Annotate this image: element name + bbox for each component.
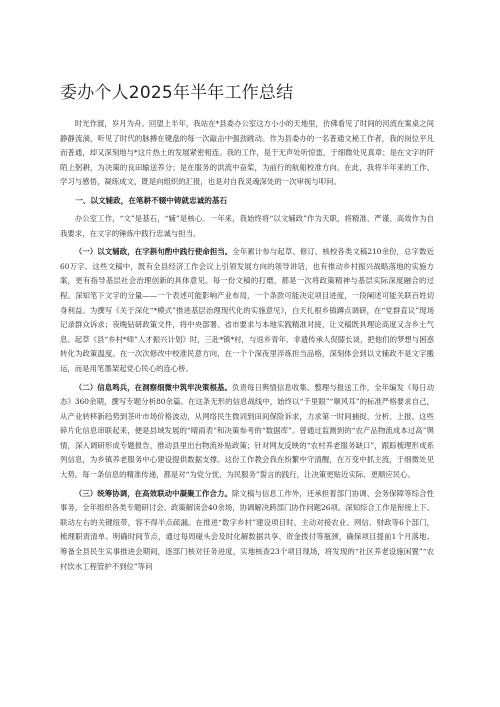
subsection-3-paragraph xyxy=(60,487,434,575)
section-1-heading: 一、以文辅政，在笔耕不辍中铸就忠诚的基石 xyxy=(75,195,228,205)
section-1-intro-paragraph: 办公室工作，“文”是基石，“辅”是核心。一年来，我始终将“以文辅政”作为天职，将精准、严谨、高效作为自我要求，在文字的锤炼中践行忠诚与担当。 xyxy=(60,213,434,238)
subsection-3-body: 除文稿与信息工作外，还承担着部门协调、会务保障等综合性事务，全年组织各类专题研讨会、政策解读会40余场，协调解决跨部门协作问题26项。深知综合工作是衔接上下、联动左右的关键纽带，容不得半点疏漏。在推进“数字乡村”建设项目时，主动对接农业、网信、财政等6个部门，梳理职责清单、明确时间节点，通过每周碰头会及时化解数据共享、资金拨付等瓶颈，确保项目提前1个月落地。筹备全县民生实事推进会期间，逐部门核对任务进度，实地核查23个项目现场，将发现的“社区养老设施闲置”“农村饮水工程管护不到位”等问 xyxy=(60,488,434,571)
subsection-2-lead: （二）信息鸣兵，在洞察细微中筑牢决策根基。 xyxy=(74,382,232,392)
subsection-1-body: 全年累计参与起草、修订、核校各类文稿210余份，总字数近60万字。这些文稿中，既有全县经济工作会议上引领发展方向的领导讲话，也有推动乡村振兴战略落地的实施方案，更有指导基层社会治理创新的具体意见。每一份文稿的打磨，都是一次将政策精神与基层实际深度融合的过程。深知笔下文字的分量——一个表述可能影响产业布局，一个条款可能决定项目进度，一段阐述可能关联百姓切身利益。为撰写《关于深化“*模式”推进基层治理现代化的实施意见》，白天扎根乡镇蹲点调研，在“党群直议”现场记录群众诉求；夜晚钻研政策文件，将中央部署、省市要求与本地实践精准对接，让文稿既具理论高度又含乡土气息。起草《县“乡村*师”人才振兴计划》时，三赴*镇*村，与返乡青年、非遗传承人促膝长谈，把他们的梦想与困惑转化为政策温度。在一次次修改中校准民意方向，在一个个深夜里淬炼担当品格，深刻体会到以文辅政不是文字搬运，而是用笔墨架起党心民心的连心桥。 xyxy=(60,247,434,373)
intro-paragraph: 时光作渡，岁月为舟。回望上半年，我站在*县委办公室这方小小的天地里，仿佛看见了时间的河流在案桌之间静静流淌，听见了时代的脉搏在键盘的每一次敲击中强劲跳动。作为县委办的一名普通文秘工作者，我的岗位平凡而普通，却又深刻地与*这片热土的发展紧密相连。我的工作，是于无声处听惊雷，于细微处见真章；是在文字的阡陌上躬耕，为决策的良田输送养分；是在服务的洪流中奋桨，为前行的航船校准方向。在此，我将半年来的工作、学习与感悟，凝练成文，既是向组织的汇报，也是对自我灵魂深处的一次审视与叩问。 xyxy=(60,119,434,187)
subsection-2-paragraph xyxy=(60,381,434,483)
subsection-1-paragraph xyxy=(60,245,434,376)
document-title: 委办个人2025年半年工作总结 xyxy=(60,83,294,103)
subsection-2-body: 负责每日舆情信息收集、整理与报送工作，全年编发《每日动态》360余期，撰写专题分析80余篇。在这条无形的信息战线中，始终以“千里眼”“顺风耳”的标准严格要求自己，从产业转移新趋势到茶叶市场价格波动，从网络民生微词到田间保险诉求，力求第一时间捕捉、分析、上报。这些碎片化信息串联起来，便是县域发展的“晴雨表”和决策参考的“数据库”。曾通过监测到的“农产品物流成本过高”舆情，深入调研形成专题报告，推动县里出台物流补贴政策；针对网友反映的“农村养老服务缺口”，跟踪梳理形成系列信息，为乡镇养老服务中心建设提供数据支撑。这份工作教会我在纷繁中守清醒，在万变中抓主流，于细微处见大势。每一条信息的精准传递，都是对“为党分忧、为民服务”誓言的践行，让决策更贴近实际、更顺应民心。 xyxy=(60,382,434,480)
subsection-3-lead: （三）统筹协调，在高效联动中凝聚工作合力。 xyxy=(74,488,232,498)
subsection-1-lead: （一）以文辅政，在字斟句酌中践行使命担当。 xyxy=(74,247,233,257)
